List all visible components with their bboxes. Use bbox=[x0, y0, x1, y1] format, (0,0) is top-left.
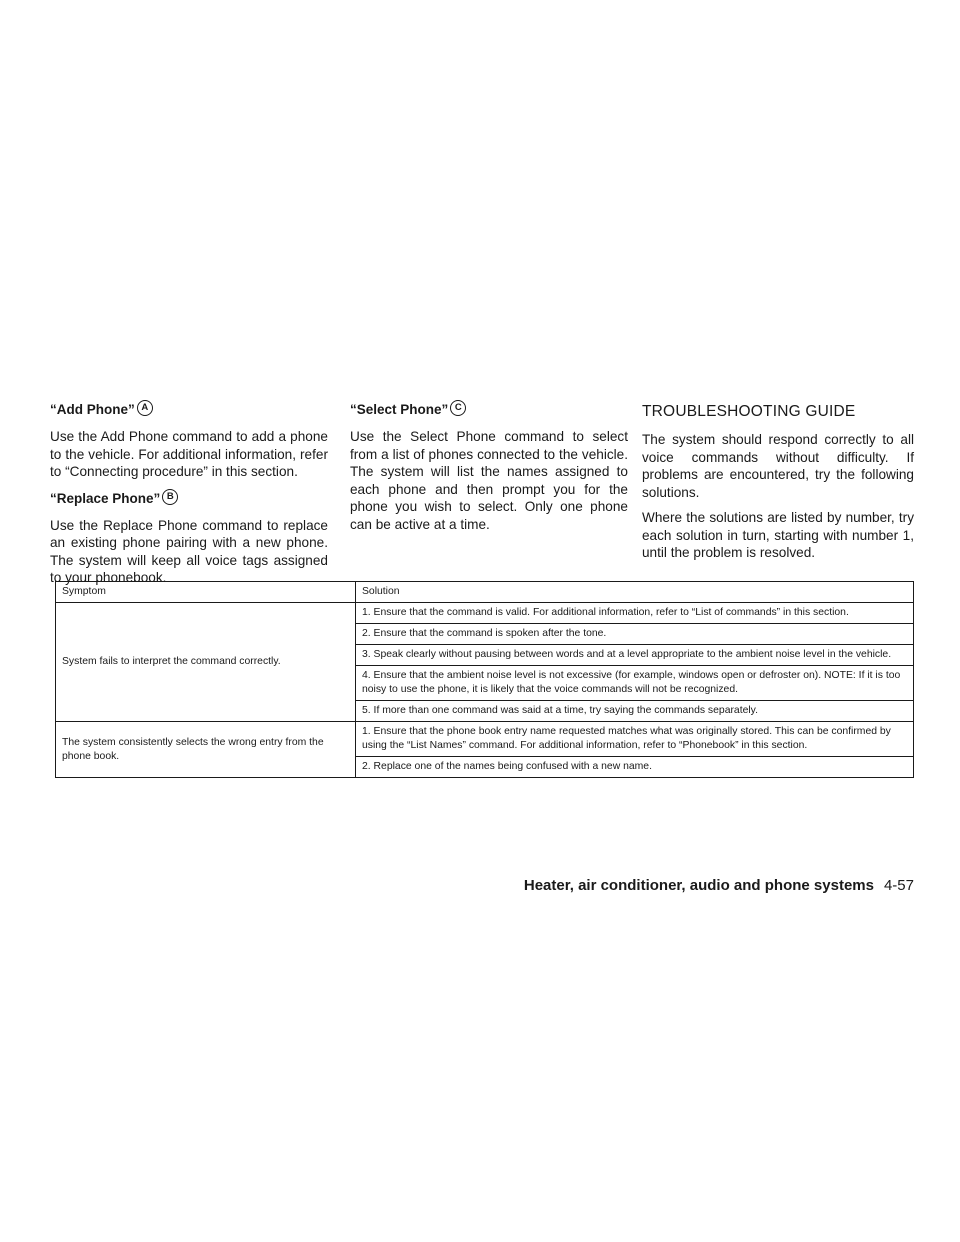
callout-a-icon: A bbox=[137, 400, 153, 416]
solution-cell: 2. Replace one of the names being confused with a new name. bbox=[356, 757, 914, 778]
page-footer bbox=[524, 877, 914, 894]
footer-chapter-title: Heater, air conditioner, audio and phone systems bbox=[523, 877, 874, 894]
table-row bbox=[56, 603, 914, 624]
column-left bbox=[50, 400, 328, 595]
add-phone-heading: “Add Phone” A bbox=[50, 400, 328, 420]
solution-cell: 2. Ensure that the command is spoken after the tone. bbox=[356, 624, 914, 645]
solution-cell: 1. Ensure that the command is valid. For additional information, refer to “List of commands” in this section. bbox=[356, 603, 914, 624]
callout-b-icon: B bbox=[162, 489, 178, 505]
select-phone-heading: “Select Phone” C bbox=[350, 400, 628, 420]
section-title: TROUBLESHOOTING GUIDE bbox=[642, 403, 856, 420]
select-phone-text: Use the Select Phone command to select from a list of phones connected to the vehicle. The system will list the names assigned to each phone and then prompt you for the phone you wish to select. Only one phone can be active at a time. bbox=[350, 429, 628, 532]
column-middle bbox=[350, 400, 628, 541]
header-symptom: Symptom bbox=[56, 582, 356, 603]
column-right bbox=[642, 400, 914, 570]
symptom-cell: System fails to interpret the command correctly. bbox=[56, 603, 356, 722]
page-number: 4-57 bbox=[883, 877, 914, 894]
troubleshooting-intro: The system should respond correctly to all voice commands without difficulty. If problems are encountered, try the following solutions. bbox=[642, 432, 914, 500]
symptom-cell: The system consistently selects the wrong entry from the phone book. bbox=[56, 722, 356, 778]
add-phone-text: Use the Add Phone command to add a phone to the vehicle. For additional information, refer to “Connecting procedure” in this section. bbox=[50, 429, 328, 479]
troubleshooting-instructions: Where the solutions are listed by number, try each solution in turn, starting with number 1, until the problem is resolved. bbox=[642, 510, 914, 560]
troubleshooting-table bbox=[55, 581, 914, 778]
replace-phone-heading: “Replace Phone” B bbox=[50, 489, 328, 509]
header-solution: Solution bbox=[356, 582, 914, 603]
table-header-row bbox=[56, 582, 914, 603]
table-row bbox=[56, 722, 914, 757]
solution-cell: 5. If more than one command was said at a time, try saying the commands separately. bbox=[356, 701, 914, 722]
replace-phone-text: Use the Replace Phone command to replace an existing phone pairing with a new phone. The system will keep all voice tags assigned to your phonebook. bbox=[50, 517, 328, 585]
callout-c-icon: C bbox=[450, 400, 466, 416]
solution-cell: 1. Ensure that the phone book entry name requested matches what was originally stored. This can be confirmed by using the “List Names” command. For additional information, refer to “Phonebook” in this section. bbox=[356, 722, 914, 757]
solution-cell: 3. Speak clearly without pausing between words and at a level appropriate to the ambient noise level in the vehicle. bbox=[356, 645, 914, 666]
solution-cell: 4. Ensure that the ambient noise level is not excessive (for example, windows open or defroster on). NOTE: If it is too noisy to use the phone, it is likely that the voice commands will not be recognized. bbox=[356, 666, 914, 701]
